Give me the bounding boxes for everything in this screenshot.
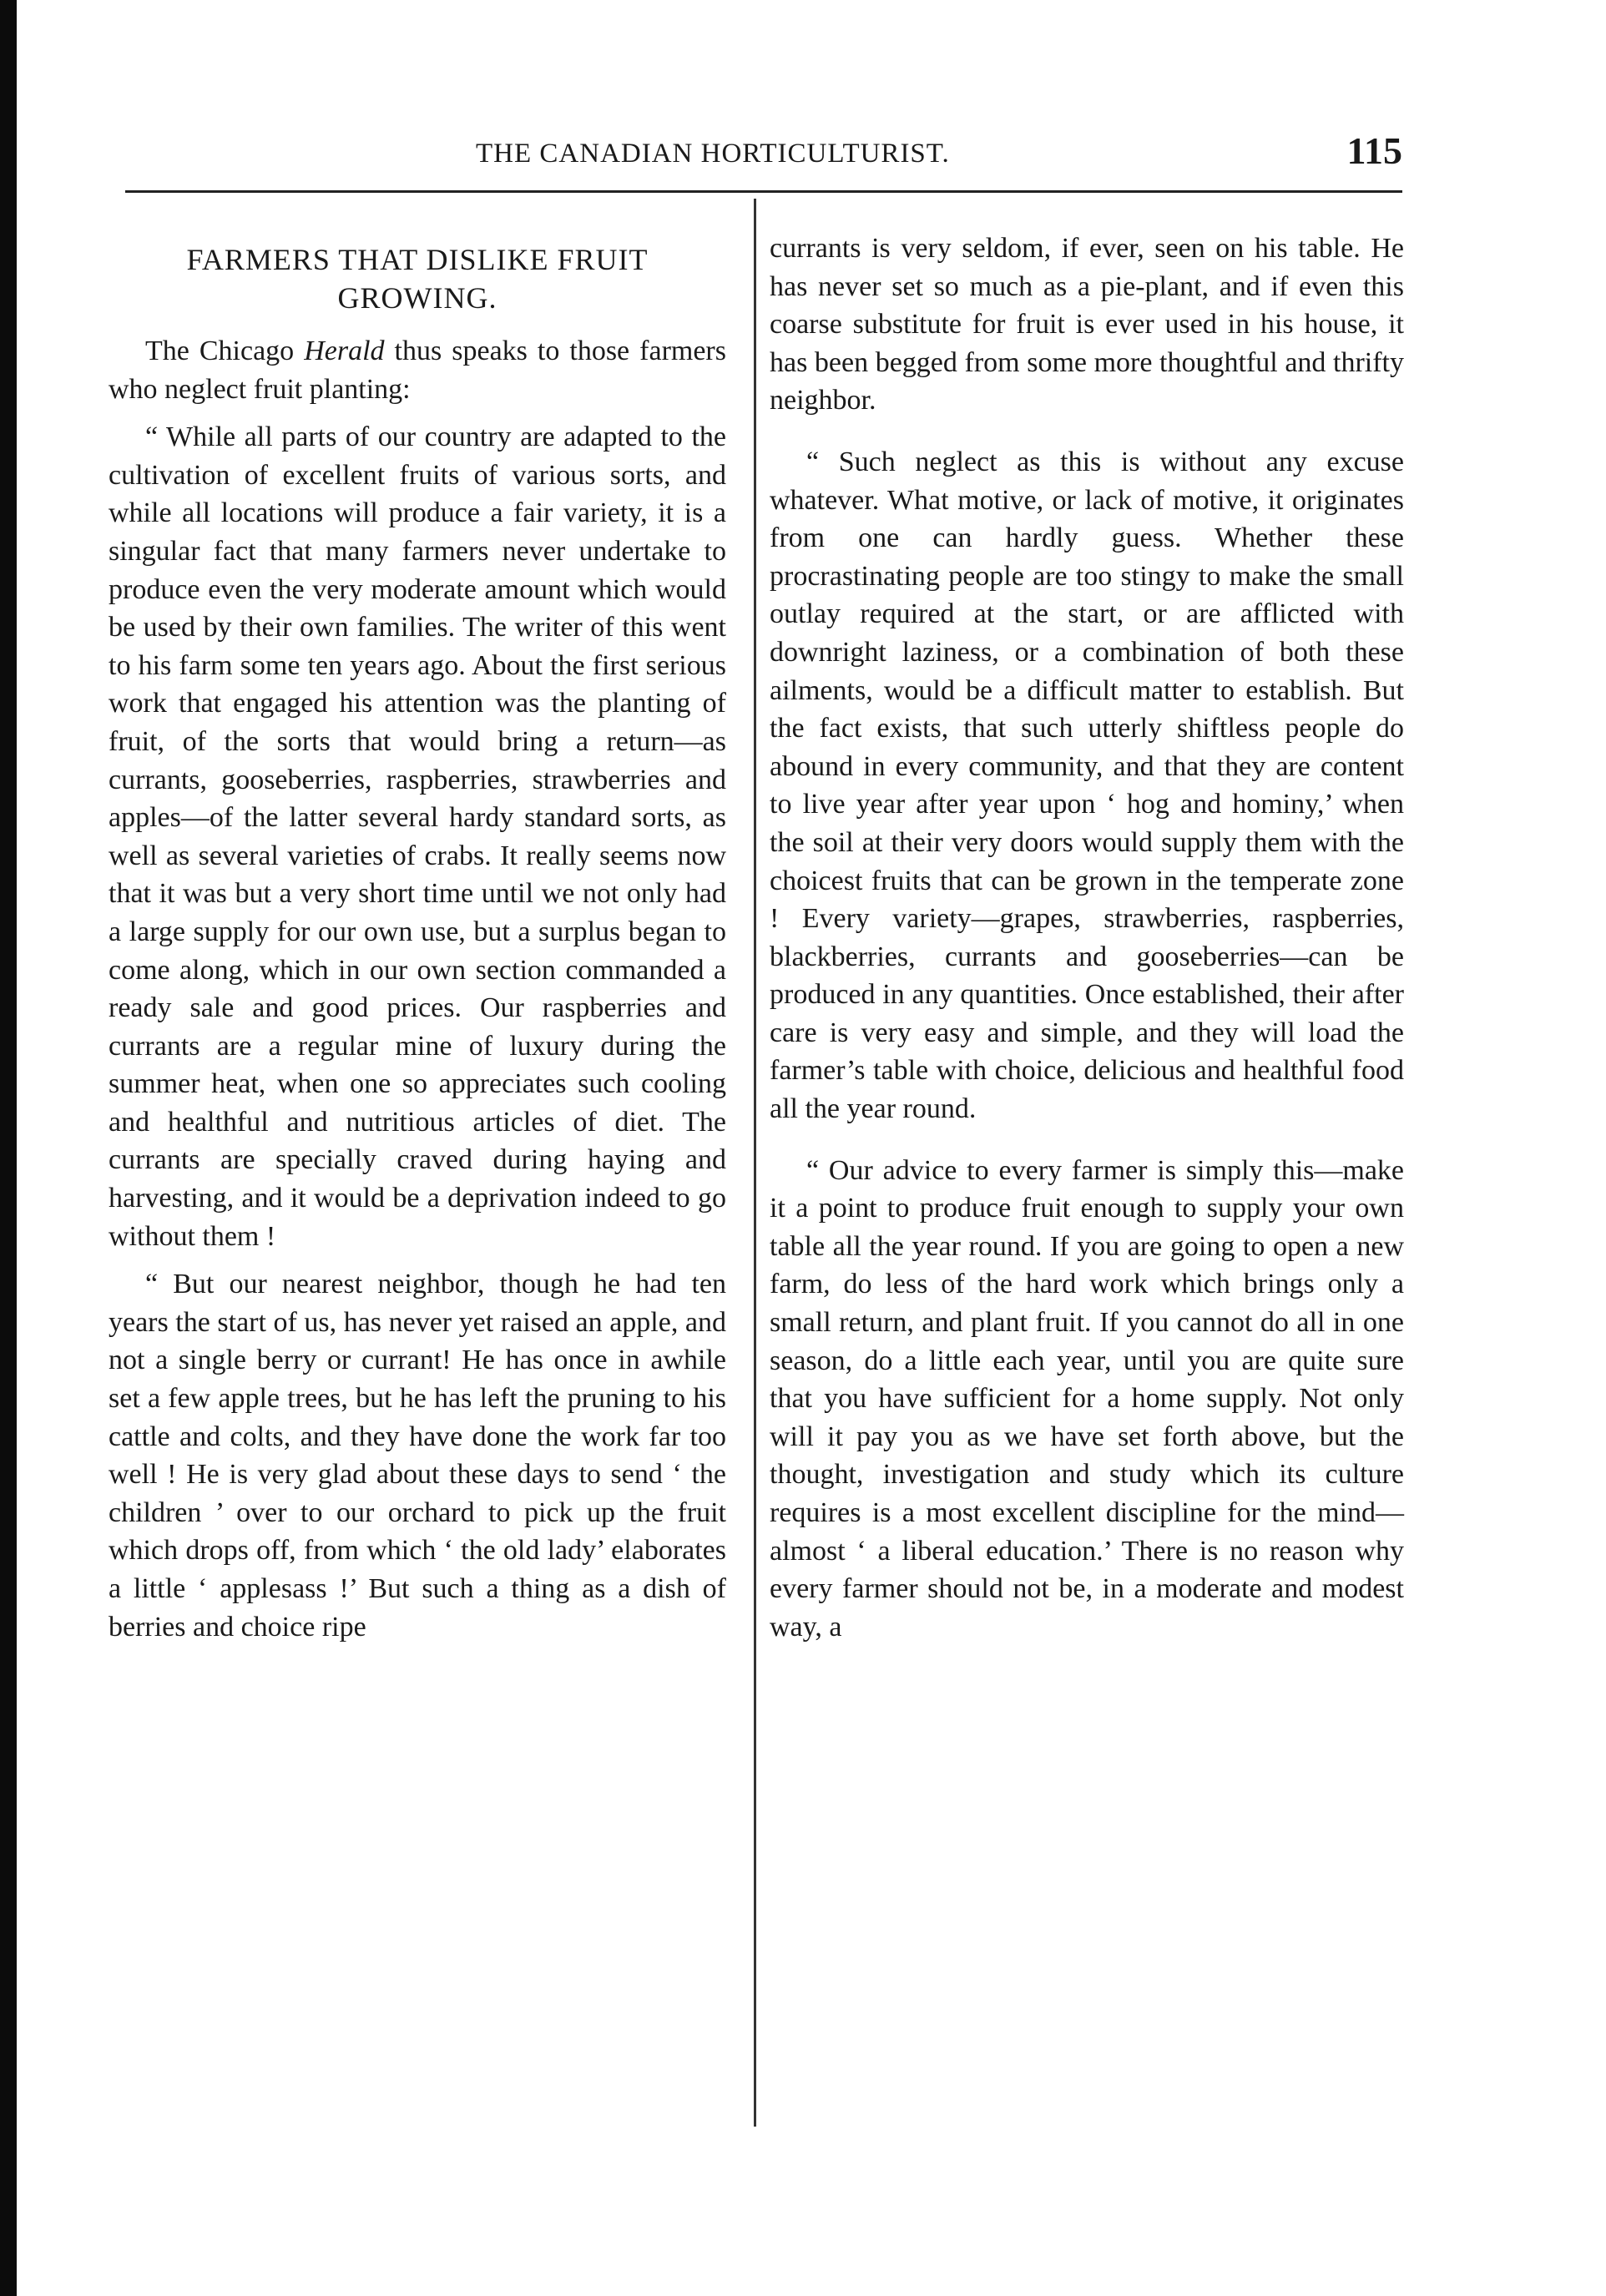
article-title: FARMERS THAT DISLIKE FRUIT GROWING.	[186, 243, 649, 315]
body-paragraph: “ But our nearest neighbor, though he had ten years the start of us, has never yet raised an apple, and not a single berry or currant! He has once in awhile set a few apple trees, but he has left the pruning to his cattle and colts, and they have done the work far too well ! He is very glad about these days to send ‘ the children ’ over to our orchard to pick up the fruit which drops off, from which ‘ the old lady’ elaborates a little ‘ applesass !’ But such a thing as a dish of berries and choice ripe	[109, 1269, 726, 1643]
intro-before: The Chicago	[145, 336, 305, 366]
running-title: THE CANADIAN HORTICULTURIST.	[476, 139, 950, 169]
page-number: 115	[1346, 129, 1402, 172]
column-divider	[754, 199, 756, 2127]
continued-paragraph: currants is very seldom, if ever, seen on his table. He has never set so much as a pie-plant, and if even this coarse substitute for fruit is ever used in his house, it has been begged from some more thoughtful and thrifty neighbor.	[770, 233, 1404, 416]
body-paragraph: “ Our advice to every farmer is simply this—make it a point to produce fruit enough to supply your own table all the year round. If you are going to open a new farm, do less of the hard work which brings only a small return, and plant fruit. If you cannot do all in one season, do a little each year, until you are quite sure that you have sufficient for a home supply. Not only will it pay you as we have set forth above, but the thought, investigation and study which its culture requires is a most excellent discipline for the mind—almost ‘ a liberal education.’ There is no reason why every farmer should not be, in a moderate and modest way, a	[770, 1154, 1404, 1643]
page-header	[125, 125, 1402, 184]
left-column	[109, 232, 726, 1656]
body-paragraph: “ While all parts of our country are adapted to the cultivation of excellent fruits of various sorts, and while all locations will produce a fair variety, it is a singular fact that many farmers never undertake to produce even the very moderate amount which would be used by their own families. The writer of this went to his farm some ten years ago. About the first serious work that engaged his attention was the planting of fruit, of the sorts that would bring a return—as currants, gooseberries, raspberries, strawberries and apples—of the latter several hardy standard sorts, as well as several varieties of crabs. It really seems now that it was but a very short time until we not only had a large supply for our own use, but a surplus began to come along, which in our own section commanded a ready sale and good prices. Our raspberries and currants are a regular mine of luxury during the summer heat, when one so appreciates such cooling and healthful and nutritious articles of diet. The currants are specially craved during haying and harvesting, and it would be a deprivation indeed to go without them !	[109, 421, 726, 1252]
header-rule	[125, 190, 1402, 193]
intro-after: thus speaks to those farmers who neglect fruit planting:	[109, 336, 726, 405]
intro-paragraph	[109, 332, 726, 408]
page-binding-edge	[0, 0, 17, 2296]
body-paragraph: “ Such neglect as this is without any excuse whatever. What motive, or lack of motive, it originates from one can hardly guess. Whether these procrastinating people are too stingy to make the small outlay required at the start, or are afflicted with downright laziness, or a combination of both these ailments, would be a difficult matter to establish. But the fact exists, that such utterly shiftless people do abound in every community, and that they are content to live year after year upon ‘ hog and hominy,’ when the soil at their very doors would supply them with the choicest fruits that can be grown in the temperate zone ! Every variety—grapes, strawberries, raspberries, blackberries, currants and gooseberries—can be produced in any quantities. Once established, their after care is very easy and simple, and they will load the farmer’s table with choice, delicious and healthful food all the year round.	[770, 446, 1404, 1125]
source-name: Herald	[304, 336, 385, 366]
right-column	[770, 230, 1404, 1669]
